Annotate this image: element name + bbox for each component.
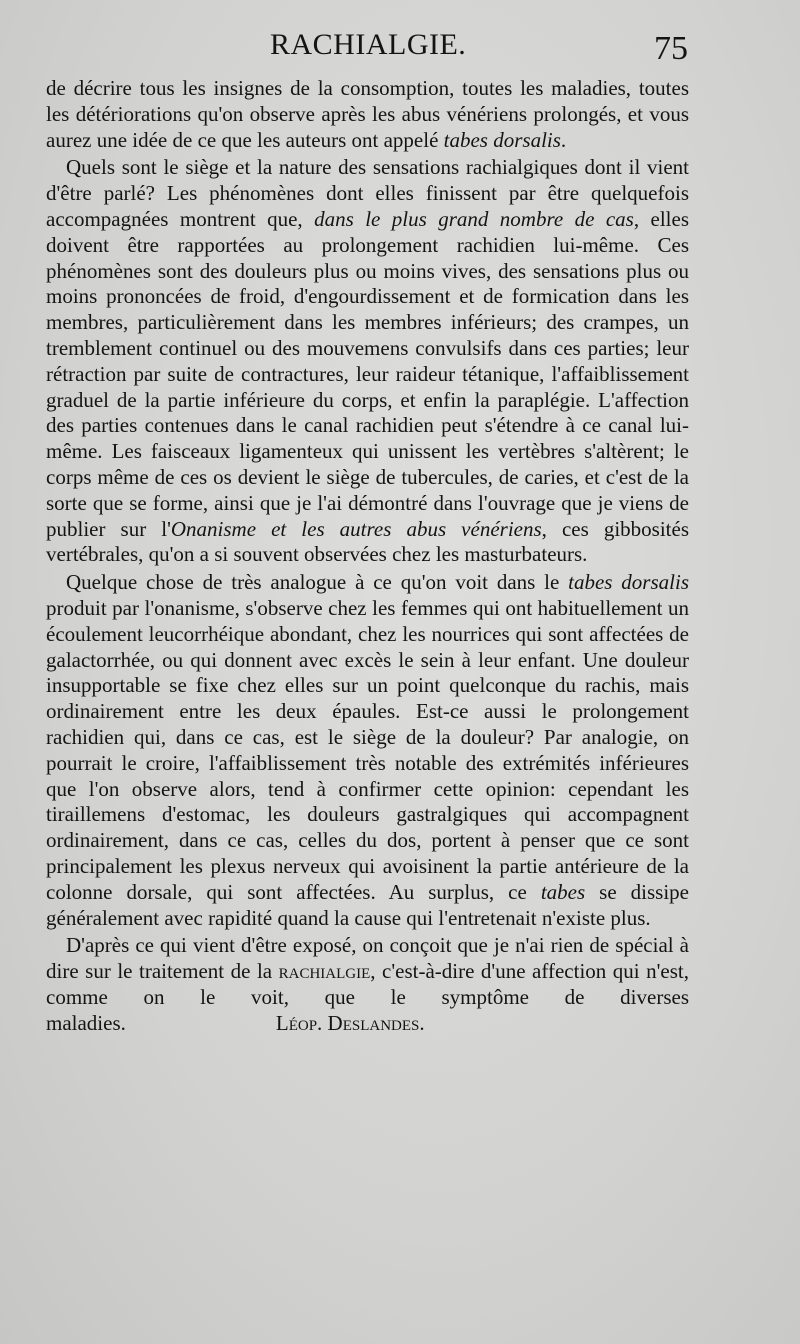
paragraph-1-italic-term: tabes dorsalis (443, 127, 561, 152)
body-text (46, 76, 689, 1036)
paragraph-3-italic-tabes: tabes (540, 879, 586, 904)
author-signature-text: Léop. Deslandes. (275, 1010, 425, 1035)
paragraph-3-text-e: se dissipe généralement avec rapidité quand la cause qui l'entretenait n'existe plus. (46, 879, 690, 930)
paragraph-2-text-a: Quels sont le siège et la nature des sensations rachialgiques dont il vient d'être parlé? Les phénomènes dont elles finissent par être quelquefois accompagnées montrent que, (46, 155, 689, 231)
paragraph-3-text-c: produit par l'onanisme, s'observe chez les femmes qui ont habituellement un écoulement leucorrhéique abondant, chez les nourrices qui sont affectées de galactorrhée, ou qui donnent avec excès le sein à leur enfant. Une douleur insupportable se fixe chez elles sur un point quelconque du rachis, mais ordinairement entre les deux épaules. Est-ce aussi le prolongement rachidien qui, dans ce cas, est le siège de la douleur? Par analogie, on pourrait le croire, l'affaiblissement très notable des extrémités inférieures que l'on observe alors, tend à confirmer cette opinion: cependant les tiraillemens d'estomac, les douleurs gastralgiques qui accompagnent ordinairement, dans ce cas, celles du dos, portent à penser que ce sont principalement les plexus nerveux qui avoisinent la partie antérieure de la colonne dorsale, qui sont affectées. Au surplus, ce (46, 595, 689, 904)
paragraph-2 (46, 155, 689, 568)
paragraph-3-text-a: Quelque chose de très analogue à ce qu'on voit dans le (66, 570, 569, 595)
paragraph-2-book-title: Onanisme et les autres abus vénériens (170, 516, 542, 541)
paragraph-2-italic-phrase: dans le plus grand nombre de cas (314, 206, 634, 231)
paragraph-4 (46, 933, 689, 1036)
paragraph-1-text-a: de décrire tous les insignes de la consomption, toutes les maladies, toutes les détériorations qu'on observe après les abus vénériens prolongés, et vous aurez une idée de ce que les auteurs ont appelé (46, 76, 689, 152)
paragraph-3 (46, 570, 689, 931)
paragraph-4-text-c: , c'est-à-dire d'une affection qui n'est, comme on le voit, que le symptôme de diverses maladies. (46, 959, 689, 1035)
paragraph-1 (46, 76, 689, 153)
author-signature (126, 1011, 425, 1035)
paragraph-2-text-e: , ces gibbosités vertébrales, qu'on a si souvent observées chez les masturbateurs. (46, 516, 689, 567)
paragraph-4-smallcaps-term: rachialgie (278, 959, 371, 984)
running-title: RACHIALGIE. (270, 28, 467, 61)
page-number: 75 (654, 30, 688, 67)
paragraph-3-italic-term: tabes dorsalis (568, 570, 689, 595)
running-head (0, 26, 800, 66)
paragraph-1-text-c: . (560, 127, 567, 152)
paragraph-2-text-c: , elles doivent être rapportées au prolongement rachidien lui-même. Ces phénomènes sont des douleurs plus ou moins vives, des sensations plus ou moins prononcées de froid, d'engourdissement et de formication dans les membres, particulièrement dans les membres inférieurs; des crampes, un tremblement continuel ou des mouvemens convulsifs dans ces parties; leur rétraction par suite de contractures, leur raideur tétanique, l'affaiblissement graduel de la partie inférieure du corps, et enfin la paraplégie. L'affection des parties contenues dans le canal rachidien peut s'étendre à ce canal lui-même. Les faisceaux ligamenteux qui unissent les vertèbres s'altèrent; le corps même de ces os devient le siège de tubercules, de caries, et c'est de la sorte que se forme, ainsi que je l'ai démontré dans l'ouvrage que je viens de publier sur l' (46, 206, 690, 541)
paragraph-4-text-a: D'après ce qui vient d'être exposé, on conçoit que je n'ai rien de spécial à dire sur le traitement de la (46, 933, 689, 984)
